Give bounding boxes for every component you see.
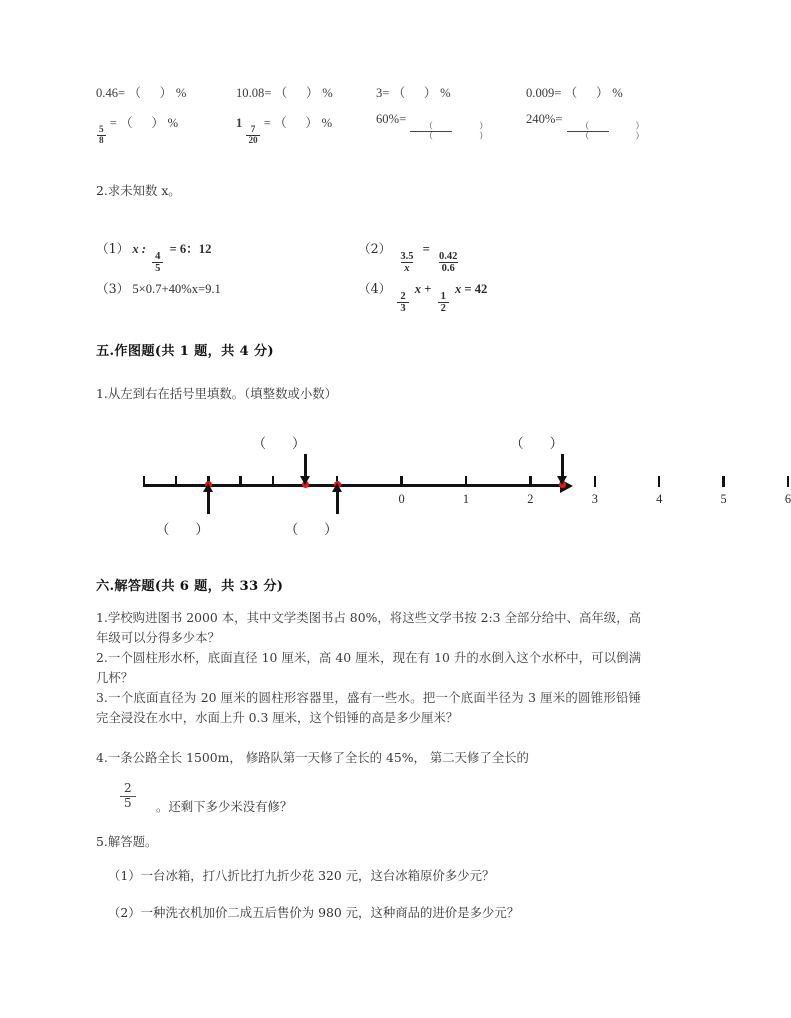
equation-tail: = 6：12 bbox=[169, 242, 212, 256]
arrow-up-icon bbox=[207, 491, 210, 514]
drawing-question: 1.从左到右在括号里填数。（填整数或小数） bbox=[96, 386, 338, 401]
percent-unit: % bbox=[167, 116, 179, 130]
percent-row-1 bbox=[96, 82, 641, 101]
percent-unit: % bbox=[175, 86, 187, 100]
number-line-tick bbox=[465, 476, 467, 487]
drawing-section-title: 五.作图题(共 1 题，共 4 分) bbox=[96, 344, 274, 359]
equation-number: （3） bbox=[96, 281, 130, 296]
equation-1 bbox=[96, 238, 211, 275]
fraction-numerator-blank[interactable]: （ ） bbox=[424, 120, 502, 131]
number-line-tick bbox=[239, 476, 241, 487]
equation-body: x : bbox=[132, 242, 146, 256]
percent-unit: % bbox=[322, 86, 333, 100]
equation-body: 5×0.7+40%x=9.1 bbox=[132, 282, 221, 296]
fraction-numerator: 1 bbox=[440, 290, 446, 302]
number-line-tick bbox=[529, 476, 531, 487]
fraction-denominator: 2 bbox=[438, 302, 449, 315]
percent-item-4 bbox=[96, 112, 236, 145]
number-line-label: 2 bbox=[527, 492, 534, 506]
answer-section-title: 六.解答题(共 6 题，共 33 分) bbox=[96, 579, 284, 594]
number-line-blank[interactable]: （） bbox=[155, 522, 235, 537]
number-line-tick bbox=[722, 476, 724, 487]
mixed-whole: 1 bbox=[236, 116, 243, 130]
fraction-numerator: 4 bbox=[155, 250, 161, 262]
percent-item-1 bbox=[236, 82, 376, 101]
question-5-heading: 5.解答题。 bbox=[96, 834, 158, 849]
arrow-down-icon bbox=[561, 454, 564, 477]
number-line-tick bbox=[787, 476, 789, 487]
fraction-2-3 bbox=[397, 291, 408, 316]
number-line-label: 5 bbox=[720, 492, 727, 506]
arrow-up-icon bbox=[336, 491, 339, 514]
blank-paren[interactable]: （ ） bbox=[128, 86, 173, 100]
question-4-tail: 。还剩下多少米没有修？ bbox=[156, 799, 293, 814]
equation-number: （1） bbox=[96, 241, 130, 256]
question-5-item-1: （1）一台冰箱，打八折比打九折少花 320 元，这台冰箱原价多少元？ bbox=[108, 868, 495, 883]
fraction-denominator: 3 bbox=[397, 302, 408, 315]
fraction-3p5-over-x bbox=[397, 251, 416, 276]
percent-unit: % bbox=[440, 86, 451, 100]
percent-expr: 0.46= bbox=[96, 86, 126, 100]
arrow-down-icon bbox=[304, 454, 307, 477]
number-line-label: 6 bbox=[784, 492, 791, 506]
fraction-numerator: 2 bbox=[124, 781, 132, 795]
percent-expr: 60%= bbox=[376, 112, 407, 126]
fraction-denominator: 5 bbox=[152, 262, 163, 275]
percent-expr: 3= bbox=[376, 86, 390, 100]
fraction-4-5 bbox=[152, 251, 163, 276]
fraction-numerator: 7 bbox=[250, 124, 256, 135]
percent-unit: % bbox=[612, 86, 623, 100]
blank-paren[interactable]: （ ） bbox=[564, 86, 610, 100]
percent-row-2 bbox=[96, 112, 659, 145]
blank-paren[interactable]: （ ） bbox=[274, 86, 320, 100]
number-line-blank[interactable]: （） bbox=[510, 436, 590, 451]
variable-x: x bbox=[454, 282, 462, 296]
fraction-0p42-over-0p6 bbox=[436, 251, 460, 276]
fraction-numerator: 5 bbox=[99, 124, 104, 135]
equation-number: （2） bbox=[358, 241, 392, 256]
number-line-blank[interactable]: （） bbox=[284, 522, 364, 537]
equation-4 bbox=[358, 278, 487, 315]
percent-unit: % bbox=[321, 116, 333, 130]
equals-sign: = bbox=[422, 242, 430, 256]
percent-item-6 bbox=[376, 112, 526, 145]
equation-number: （4） bbox=[358, 281, 392, 296]
fraction-denominator: 20 bbox=[248, 134, 258, 145]
variable-x: x bbox=[414, 282, 422, 296]
equals-sign: = bbox=[109, 116, 117, 130]
number-line-tick bbox=[594, 476, 596, 487]
fraction-numerator: 2 bbox=[400, 290, 406, 302]
percent-expr: 0.009= bbox=[526, 86, 562, 100]
equation-2 bbox=[358, 238, 463, 275]
fraction-denominator-blank[interactable]: （ ） bbox=[410, 131, 452, 141]
blank-paren[interactable]: （ ） bbox=[392, 86, 437, 100]
fraction-numerator: 3.5 bbox=[400, 250, 414, 262]
number-line-label: 4 bbox=[656, 492, 663, 506]
equals-sign: = bbox=[263, 116, 271, 130]
number-line-tick bbox=[272, 476, 274, 487]
blank-fraction[interactable] bbox=[410, 120, 502, 142]
answer-question-2: 2.一个圆柱形水杯，底面直径 10 厘米，高 40 厘米，现在有 10 升的水倒入这个水杯中，可以倒满几杯？ bbox=[96, 650, 641, 685]
answer-question-3: 3.一个底面直径为 20 厘米的圆柱形容器里，盛有一些水。把一个底面半径为 3 厘米的圆锥形铅锤完全浸没在水中，水面上升 0.3 厘米，这个铅锤的高是多少厘米？ bbox=[96, 690, 641, 725]
plus-sign: + bbox=[424, 282, 432, 296]
blank-fraction[interactable] bbox=[567, 120, 659, 142]
fraction-denominator: 0.6 bbox=[439, 262, 458, 275]
percent-item-5 bbox=[236, 112, 376, 145]
number-line-figure bbox=[96, 428, 791, 546]
answer-question-4: 4.一条公路全长 1500m， 修路队第一天修了全长的 45%， 第二天修了全长的 bbox=[96, 750, 529, 765]
number-line-label: 0 bbox=[398, 492, 405, 506]
number-line-tick bbox=[175, 476, 177, 487]
number-line-tick bbox=[143, 476, 145, 487]
fraction-numerator-blank[interactable]: （ ） bbox=[580, 120, 659, 131]
percent-item-0 bbox=[96, 82, 236, 101]
number-line-label: 3 bbox=[591, 492, 598, 506]
percent-item-7 bbox=[526, 112, 659, 145]
number-line-tick bbox=[400, 476, 402, 487]
fraction-7-20 bbox=[246, 125, 259, 145]
fraction-5-8 bbox=[97, 125, 106, 145]
blank-paren[interactable]: （ ） bbox=[274, 116, 319, 130]
fraction-denominator: 8 bbox=[99, 134, 104, 145]
percent-expr: 10.08= bbox=[236, 86, 272, 100]
question-4-fraction bbox=[120, 782, 136, 811]
number-line-tick bbox=[658, 476, 660, 487]
unknown-section-heading: 2.求未知数 x。 bbox=[96, 183, 181, 198]
blank-paren[interactable]: （ ） bbox=[120, 116, 165, 130]
fraction-denominator: x bbox=[401, 262, 412, 275]
fraction-1-2 bbox=[438, 291, 449, 316]
fraction-denominator-blank[interactable]: （ ） bbox=[567, 131, 609, 141]
number-line-blank[interactable]: （） bbox=[252, 436, 332, 451]
answer-question-1: 1.学校购进图书 2000 本，其中文学类图书占 80%，将这些文学书按 2:3 全部分给中、高年级，高年级可以分得多少本？ bbox=[96, 610, 641, 645]
percent-item-3 bbox=[526, 82, 641, 101]
equation-3 bbox=[96, 278, 221, 297]
percent-item-2 bbox=[376, 82, 526, 101]
fraction-numerator: 0.42 bbox=[438, 250, 458, 262]
equation-tail: = 42 bbox=[464, 282, 488, 296]
question-5-item-2: （2）一种洗衣机加价二成五后售价为 980 元，这种商品的进价是多少元？ bbox=[108, 905, 520, 920]
percent-expr: 240%= bbox=[526, 112, 563, 126]
number-line-label: 1 bbox=[462, 492, 470, 506]
fraction-denominator: 5 bbox=[120, 796, 136, 811]
